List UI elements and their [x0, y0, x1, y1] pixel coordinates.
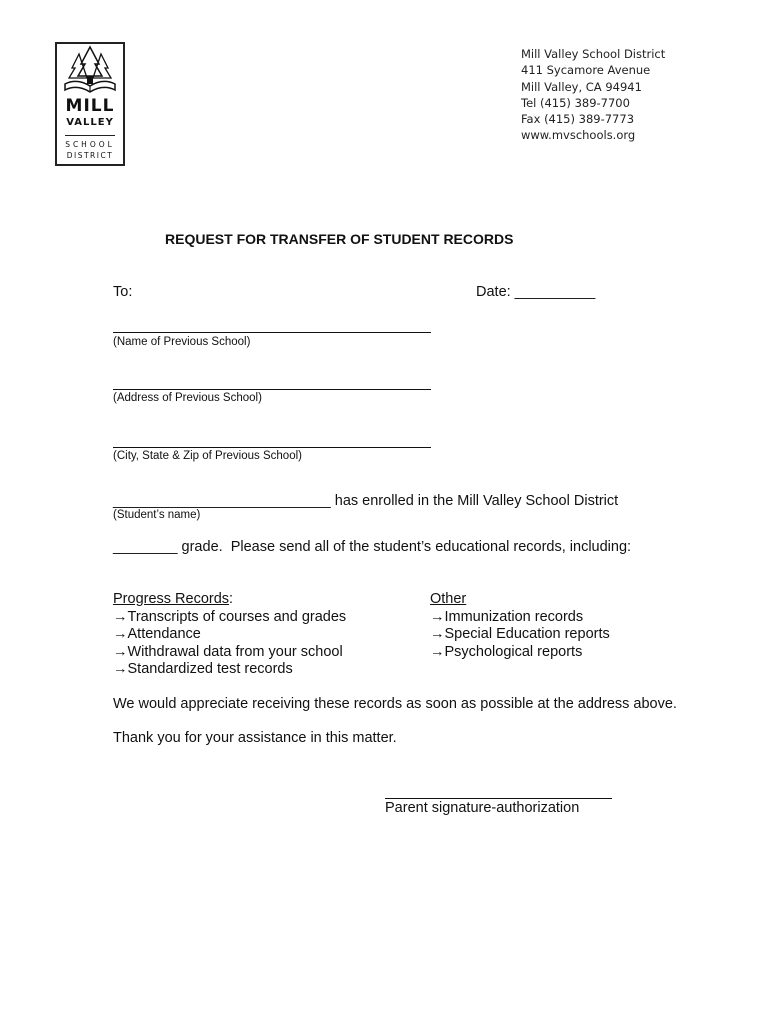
student-name-caption: (Student’s name)	[113, 509, 201, 521]
thanks-paragraph: Thank you for your assistance in this matter.	[113, 730, 397, 746]
student-name-blank[interactable]: ___________________________	[113, 493, 331, 509]
list-item: →Special Education reports	[430, 626, 610, 642]
district-logo	[55, 42, 125, 166]
list-item: →Withdrawal data from your school	[113, 643, 343, 660]
address-of-previous-school-caption: (Address of Previous School)	[113, 392, 262, 404]
address-tel: Tel (415) 389-7700	[521, 95, 630, 110]
to-label: To:	[113, 284, 133, 300]
list-item: →Immunization records	[430, 608, 584, 625]
address-of-previous-school-line[interactable]	[113, 389, 431, 390]
page-title: REQUEST FOR TRANSFER OF STUDENT RECORDS	[165, 231, 514, 247]
logo-line-1: MILL	[65, 96, 115, 116]
name-of-previous-school-line[interactable]	[113, 332, 431, 333]
progress-records-heading: Progress Records:	[113, 591, 234, 607]
enrolled-sentence	[113, 493, 618, 509]
address-web[interactable]: www.mvschools.org	[521, 128, 636, 143]
list-item: →Attendance	[113, 626, 201, 642]
address-name: Mill Valley School District	[521, 47, 666, 61]
signature-caption: Parent signature-authorization	[385, 800, 580, 816]
tree-book-icon	[57, 44, 123, 96]
address-street: 411 Sycamore Avenue	[521, 63, 651, 78]
city-state-zip-caption: (City, State & Zip of Previous School)	[113, 450, 302, 462]
list-item: →Transcripts of courses and grades	[113, 608, 347, 625]
list-item: →Psychological reports	[430, 643, 583, 660]
signature-line[interactable]	[385, 798, 612, 799]
progress-records-list	[113, 591, 346, 679]
other-records-list	[430, 591, 610, 661]
logo-divider	[65, 135, 115, 136]
city-state-zip-line[interactable]	[113, 447, 431, 448]
other-heading: Other	[430, 591, 467, 607]
district-address	[521, 46, 665, 144]
enrolled-text: has enrolled in the Mill Valley School District	[330, 493, 619, 509]
address-fax: Fax (415) 389-7773	[521, 112, 635, 127]
logo-line-2: VALLEY	[66, 117, 114, 128]
list-item: →Standardized test records	[113, 661, 293, 677]
date-field[interactable]: Date: __________	[476, 284, 596, 300]
logo-line-4: DISTRICT	[66, 151, 114, 160]
grade-sentence: ________ grade. Please send all of the student’s educational records, including:	[113, 539, 632, 555]
appreciate-paragraph: We would appreciate receiving these records as soon as possible at the address above.	[113, 696, 677, 712]
address-city: Mill Valley, CA 94941	[521, 79, 642, 94]
name-of-previous-school-caption: (Name of Previous School)	[113, 336, 251, 348]
logo-line-3: SCHOOL	[65, 140, 115, 149]
